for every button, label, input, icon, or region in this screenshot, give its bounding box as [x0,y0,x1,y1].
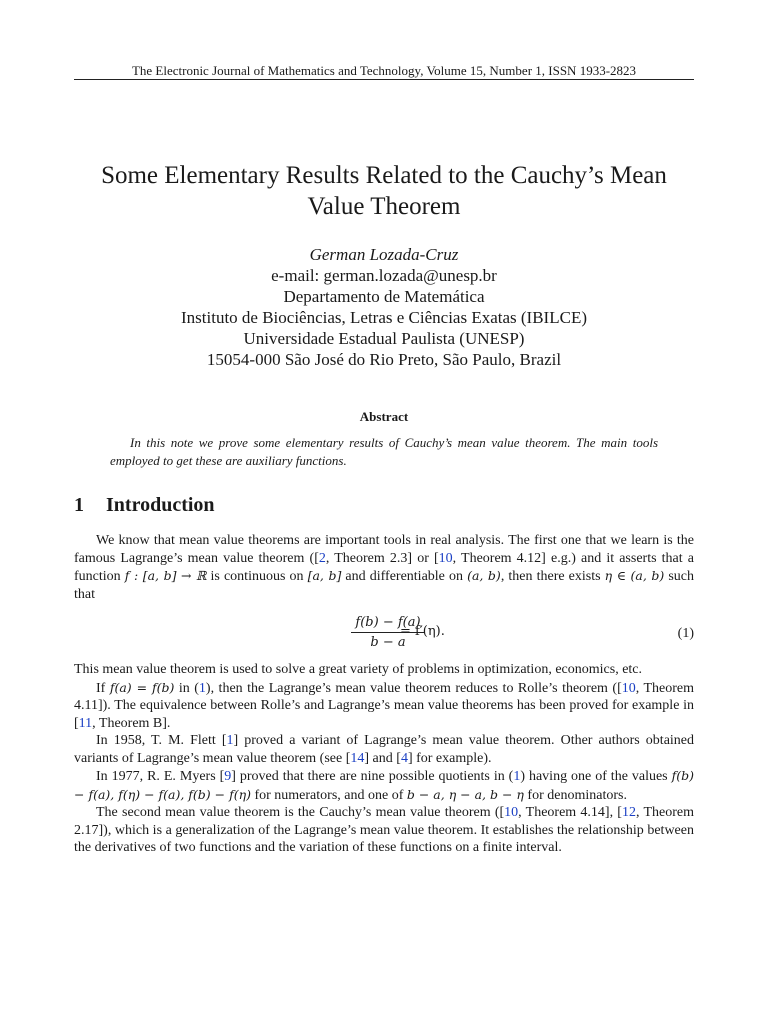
citation-link[interactable]: 9 [224,769,232,784]
citation-link[interactable]: 2 [318,550,326,566]
text-run: for numerators, and one of [250,787,407,803]
fraction-numerator: f(b) − f(a) [351,615,424,633]
text-run: and differentiable on [341,569,468,584]
equation-label: (1) [677,626,694,641]
abstract-text [110,434,658,470]
running-head: The Electronic Journal of Mathematics and Technology, Volume 15, Number 1, ISSN 1933-2823 [131,63,637,78]
paragraph-rolle [74,679,694,733]
equation-ref-link[interactable]: 1 [513,769,521,784]
author-block [74,244,694,370]
paper-title [74,160,694,222]
math-inline: f(a) = f(b) [109,679,175,695]
paragraph-cauchy [74,804,694,857]
citation-link[interactable]: 1 [226,733,234,748]
equation-rhs: = f′(η). [400,624,445,639]
text-run: , Theorem 4.11]). The equivalence between Rolle’s and Lagrange’s mean value theorems has been proved for example in [ [74,680,695,731]
text-run: ), then the Lagrange’s mean value theorem reduces to Rolle’s theorem ([ [205,680,622,696]
author-university: Universidade Estadual Paulista (UNESP) [243,329,525,348]
abstract-body: In this note we prove some elementary results of Cauchy’s mean value theorem. The main tools employed to get these are auxiliary functions. [110,435,658,468]
text-run: is continuous on [206,569,308,584]
citation-link[interactable]: 10 [504,805,519,820]
text-run: The second mean value theorem is the Cauchy’s mean value theorem ([ [96,805,505,820]
text-run: , then there exists [500,569,605,584]
equation-ref-link[interactable]: 1 [198,680,206,696]
section-heading [74,494,215,517]
text-run: , Theorem 4.14], [ [518,805,622,820]
paragraph-flett [74,732,694,767]
math-inline: [a, b] [307,568,342,583]
text-run: , Theorem B]. [92,715,171,731]
math-inline: f : [a, b] → ℝ [124,568,207,583]
paragraph-line: This mean value theorem is used to solve a great variety of problems in optimization, economics, etc. [74,662,643,677]
citation-link[interactable]: 14 [350,750,365,766]
text-run: , Theorem 2.3] or [ [325,550,439,566]
author-address: 15054-000 São José do Rio Preto, São Paulo, Brazil [206,350,562,369]
section-number: 1 [74,494,84,516]
text-run: ] and [ [364,750,401,766]
text-run: in ( [174,680,199,696]
paragraph-myers [74,767,694,804]
author-name: German Lozada-Cruz [309,245,459,264]
text-run: , Theorem 2.17]), which is a generalization of the Lagrange’s mean value theorem. It establishes the relationship between the derivatives of two functions and the variation of these functions on a finite interval. [74,805,695,855]
math-inline: (a, b) [467,568,501,583]
section-title: Introduction [106,494,215,516]
citation-link[interactable]: 12 [621,805,636,820]
text-run: ] proved a variant of Lagrange’s mean value theorem. Other authors obtained variants of Lagrange’s mean value theorem (see [ [74,733,695,766]
paragraph-1 [74,532,694,603]
text-run: In 1958, T. M. Flett [ [96,733,227,748]
text-run: If [96,680,110,696]
text-run: , Theorem 4.12] e.g.) and it asserts that a function [74,550,695,584]
text-run: ) having one of the values [520,769,672,784]
paragraph-2 [74,661,694,857]
header-rule [74,79,694,80]
math-inline: f(b) − f(a), f(η) − f(a), f(b) − f(η) [74,768,694,802]
text-run: We know that mean value theorems are important tools in real analysis. The first one that we learn is the famous Lagrange’s mean value theorem ([ [74,533,694,566]
citation-link[interactable]: 11 [78,715,93,731]
author-institute: Instituto de Biociências, Letras e Ciências Exatas (IBILCE) [181,308,587,327]
author-department: Departamento de Matemática [283,287,485,306]
math-inline: b − a, η − a, b − η [406,786,524,802]
title-line-2: Value Theorem [307,193,461,220]
text-run: for denominators. [523,787,627,803]
text-run: such that [74,569,695,602]
author-email[interactable]: e-mail: german.lozada@unesp.br [271,266,497,285]
equation-1 [74,613,694,653]
citation-link[interactable]: 10 [438,550,453,566]
title-line-1: Some Elementary Results Related to the Cauchy’s Mean [101,162,667,189]
abstract-heading: Abstract [359,409,409,424]
text-run: In 1977, R. E. Myers [ [96,769,225,784]
text-run: ] for example). [407,750,492,766]
fraction-denominator: b − a [370,635,406,650]
text-run: ] proved that there are nine possible quotients in ( [231,769,514,784]
citation-link[interactable]: 4 [400,750,408,766]
math-inline: η ∈ (a, b) [604,568,665,583]
citation-link[interactable]: 10 [621,680,636,696]
